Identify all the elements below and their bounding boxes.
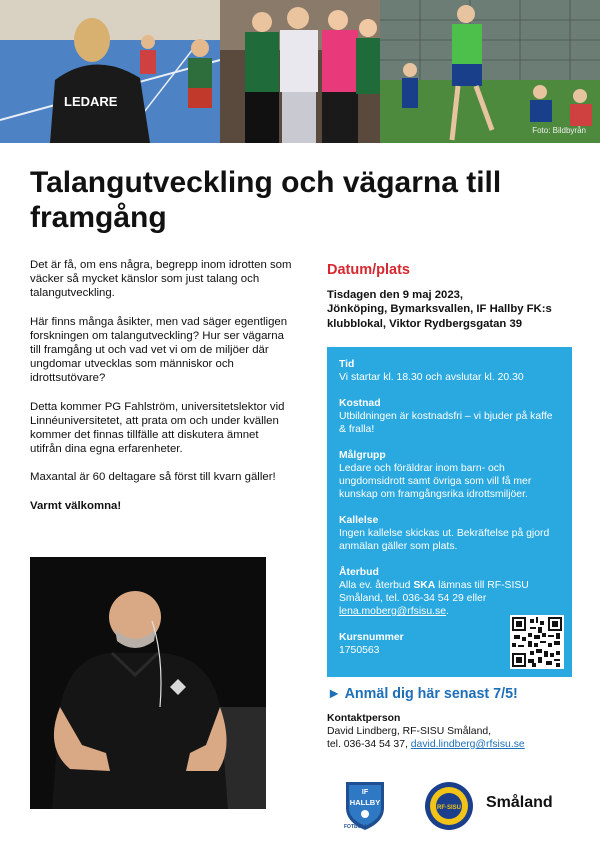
photo-credit: Foto: Bildbyrån: [532, 126, 586, 135]
kallelse-label: Kallelse: [339, 515, 379, 526]
malgrupp-text: Ledare och föräldrar inom barn- och ungdomsidrott samt övriga som vill få mer kunskap om framgångsrika idrottsmiljöer.: [339, 463, 532, 500]
tid-label: Tid: [339, 359, 355, 370]
smaland-logo-text: Småland: [486, 794, 553, 811]
contact-phone: tel. 036-34 54 37,: [327, 739, 411, 750]
aterbud-post: lämnas till RF-SISU Småland, tel. 036-34 54 29 eller: [339, 580, 529, 604]
aterbud-bold: SKA: [413, 580, 436, 591]
contact-email-link[interactable]: david.lindberg@rfsisu.se: [410, 739, 525, 750]
hero-illustration: [0, 0, 600, 143]
sponsor-logos: [340, 780, 580, 832]
intro-paragraph-3: Detta kommer PG Fahlström, universitetslektor vid Linnéuniversitetet, att prata om och under kvällen kommer det finnas tillfälle att diskutera ämnet utifrån dina egna erfarenheter.: [30, 400, 285, 456]
info-tid: [339, 358, 560, 384]
rf-sisu-logo: [422, 780, 476, 832]
ifhallby-top: IF: [361, 789, 369, 796]
kallelse-text: Ingen kallelse skickas ut. Bekräftelse på gjord anmälan gäller som plats.: [339, 528, 550, 552]
kursnummer-label: Kursnummer: [339, 632, 404, 643]
info-kallelse: [339, 514, 560, 553]
vest-text: LEDARE: [64, 94, 118, 109]
event-details: [327, 262, 575, 331]
info-malgrupp: [339, 449, 560, 501]
ifhallby-main: HALLBY: [349, 798, 381, 807]
aterbud-email-link[interactable]: lena.moberg@rfsisu.se: [339, 606, 446, 617]
kostnad-text: Utbildningen är kostnadsfri – vi bjuder på kaffe & fralla!: [339, 411, 553, 435]
aterbud-end: .: [446, 606, 449, 617]
contact-label: Kontaktperson: [327, 713, 401, 724]
kursnummer-value: 1750563: [339, 645, 380, 656]
event-venue: Jönköping, Bymarksvallen, IF Hallby FK:s: [327, 303, 552, 316]
intro-text: [30, 258, 292, 527]
ifhallby-bottom: FOTBOLL: [344, 824, 368, 830]
contact-info: [327, 712, 587, 751]
kostnad-label: Kostnad: [339, 398, 381, 409]
qr-code-icon: [512, 617, 562, 667]
hero-photo-collage: [0, 0, 600, 143]
info-kostnad: [339, 397, 560, 436]
speaker-illustration: [30, 557, 266, 809]
qr-code[interactable]: [510, 615, 564, 669]
contact-line: [327, 738, 587, 751]
rfsisu-text: RF·SISU: [437, 805, 461, 811]
event-address: klubblokal, Viktor Rydbergsgatan 39: [327, 317, 523, 330]
aterbud-pre: Alla ev. återbud: [339, 580, 414, 591]
event-date-place: [327, 288, 575, 331]
signup-link[interactable]: ► Anmäl dig här senast 7/5!: [327, 686, 518, 702]
aterbud-label: Återbud: [339, 567, 379, 578]
welcome-text: Varmt välkomna!: [30, 499, 122, 512]
page-title: Talangutveckling och vägarna till framgång: [30, 166, 502, 234]
intro-paragraph-2: Här finns många åsikter, men vad säger egentligen forskningen om talangutveckling? Hur ser vägarna till framgång ut och vad vet vi om de miljöer där ungdomar utvecklas som människor och idrottsutövare?: [30, 315, 288, 385]
intro-paragraph-1: Det är få, om ens några, begrepp inom idrotten som väcker så mycket känslor som just talang och talangutveckling.: [30, 259, 292, 300]
speaker-photo: [30, 557, 266, 809]
contact-person: David Lindberg, RF-SISU Småland,: [327, 726, 492, 737]
malgrupp-label: Målgrupp: [339, 450, 386, 461]
datum-plats-heading: Datum/plats: [327, 262, 410, 278]
info-box: [327, 347, 572, 677]
aterbud-text: [339, 579, 560, 618]
tid-text: Vi startar kl. 18.30 och avslutar kl. 20.30: [339, 372, 524, 383]
event-date: Tisdagen den 9 maj 2023,: [327, 289, 464, 301]
info-aterbud: [339, 566, 560, 618]
intro-paragraph-4: Maxantal är 60 deltagare så först till kvarn gäller!: [30, 471, 276, 484]
